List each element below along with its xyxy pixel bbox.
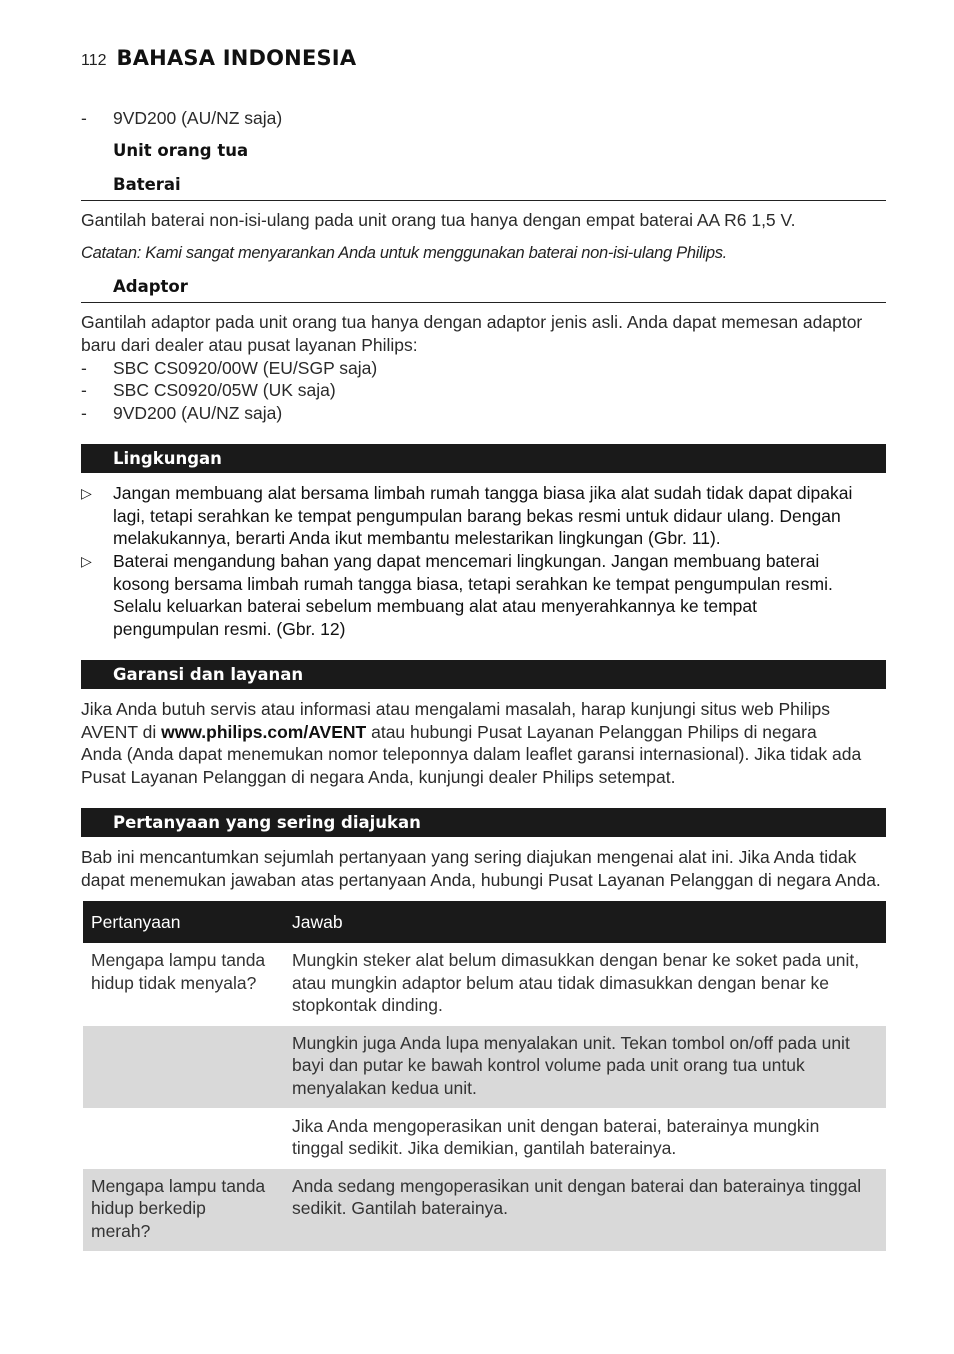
bullet-marker-icon: ▷ — [81, 553, 92, 569]
bullet-item: ▷ Baterai mengandung bahan yang dapat mencemari lingkungan. Jangan membuang baterai kosong bersama limbah rumah tangga biasa, tetapi serahkan ke tempat pengumpulan resmi. Selalu keluarkan baterai sebelum membuang alat atau menyerahkannya ke tempat pengumpulan resmi. (Gbr. 12) — [81, 551, 833, 639]
list-item: - 9VD200 (AU/NZ saja) — [81, 108, 283, 128]
table-row — [83, 943, 886, 1025]
answer-cell: Jika Anda mengoperasikan unit dengan baterai, baterainya mungkin tinggal sedikit. Jika demikian, gantilah baterainya. — [284, 1108, 886, 1168]
answer-cell: Mungkin steker alat belum dimasukkan dengan benar ke soket pada unit, atau mungkin adaptor belum atau tidak dimasukkan dengan benar ke stopkontak dinding. — [284, 943, 886, 1025]
garansi-text: Jika Anda butuh servis atau informasi atau mengalami masalah, harap kunjungi situs web Philips AVENT di www.philips.com/AVENT atau hubungi Pusat Layanan Pelanggan Philips di negara Anda (Anda dapat menemukan nomor teleponnya dalam leaflet garansi internasional). Jika tidak ada Pusat Layanan Pelanggan di negara Anda, kunjungi dealer Philips setempat. — [81, 699, 862, 787]
section-heading-lingkungan: Lingkungan — [81, 444, 886, 473]
faq-table — [83, 901, 886, 1252]
divider — [81, 302, 886, 303]
table-row — [83, 1168, 886, 1251]
question-cell: Mengapa lampu tanda hidup berkedip merah? — [83, 1168, 284, 1251]
baterai-text: Gantilah baterai non-isi-ulang pada unit orang tua hanya dengan empat baterai AA R6 1,5 V. — [81, 210, 796, 230]
bullet-marker-icon: ▷ — [81, 485, 92, 501]
table-header-row — [83, 901, 886, 943]
philips-avent-link[interactable]: www.philips.com/AVENT — [161, 721, 367, 742]
question-cell: Mengapa lampu tanda hidup tidak menyala? — [83, 943, 284, 1025]
baterai-heading: Baterai — [113, 175, 181, 194]
faq-intro: Bab ini mencantumkan sejumlah pertanyaan yang sering diajukan mengenai alat ini. Jika Anda tidak dapat menemukan jawaban atas pertanyaan Anda, hubungi Pusat Layanan Pelanggan di negara Anda. — [81, 847, 881, 890]
section-heading-faq: Pertanyaan yang sering diajukan — [81, 808, 886, 837]
bullet-item: ▷ Jangan membuang alat bersama limbah rumah tangga biasa jika alat sudah tidak dapat dipakai lagi, tetapi serahkan ke tempat pengumpulan barang bekas resmi untuk didaur ulang. Dengan melakukannya, berarti Anda ikut membantu melestarikan lingkungan (Gbr. 11). — [81, 483, 853, 549]
page-header — [81, 46, 356, 76]
page-number: 112 — [81, 52, 107, 69]
list-item: - 9VD200 (AU/NZ saja) — [81, 403, 283, 423]
adaptor-heading: Adaptor — [113, 277, 188, 296]
column-header: Pertanyaan — [83, 901, 284, 943]
divider — [81, 200, 886, 201]
list-item: - SBC CS0920/05W (UK saja) — [81, 380, 336, 400]
list-item: - SBC CS0920/00W (EU/SGP saja) — [81, 358, 378, 378]
language-title: BAHASA INDONESIA — [116, 46, 357, 70]
adaptor-text: Gantilah adaptor pada unit orang tua hanya dengan adaptor jenis asli. Anda dapat memesan adaptor baru dari dealer atau pusat layanan Philips: — [81, 312, 863, 355]
table-row — [83, 1025, 886, 1108]
baterai-note: Catatan: Kami sangat menyarankan Anda untuk menggunakan baterai non-isi-ulang Philips. — [81, 244, 727, 262]
question-cell — [83, 1108, 284, 1168]
answer-cell: Anda sedang mengoperasikan unit dengan baterai dan baterainya tinggal sedikit. Gantilah baterainya. — [284, 1168, 886, 1251]
column-header: Jawab — [284, 901, 886, 943]
section-heading-garansi: Garansi dan layanan — [81, 660, 886, 689]
answer-cell: Mungkin juga Anda lupa menyalakan unit. Tekan tombol on/off pada unit bayi dan putar ke bawah kontrol volume pada unit orang tua untuk menyalakan kedua unit. — [284, 1025, 886, 1108]
unit-heading: Unit orang tua — [113, 141, 249, 160]
table-row — [83, 1108, 886, 1168]
question-cell — [83, 1025, 284, 1108]
